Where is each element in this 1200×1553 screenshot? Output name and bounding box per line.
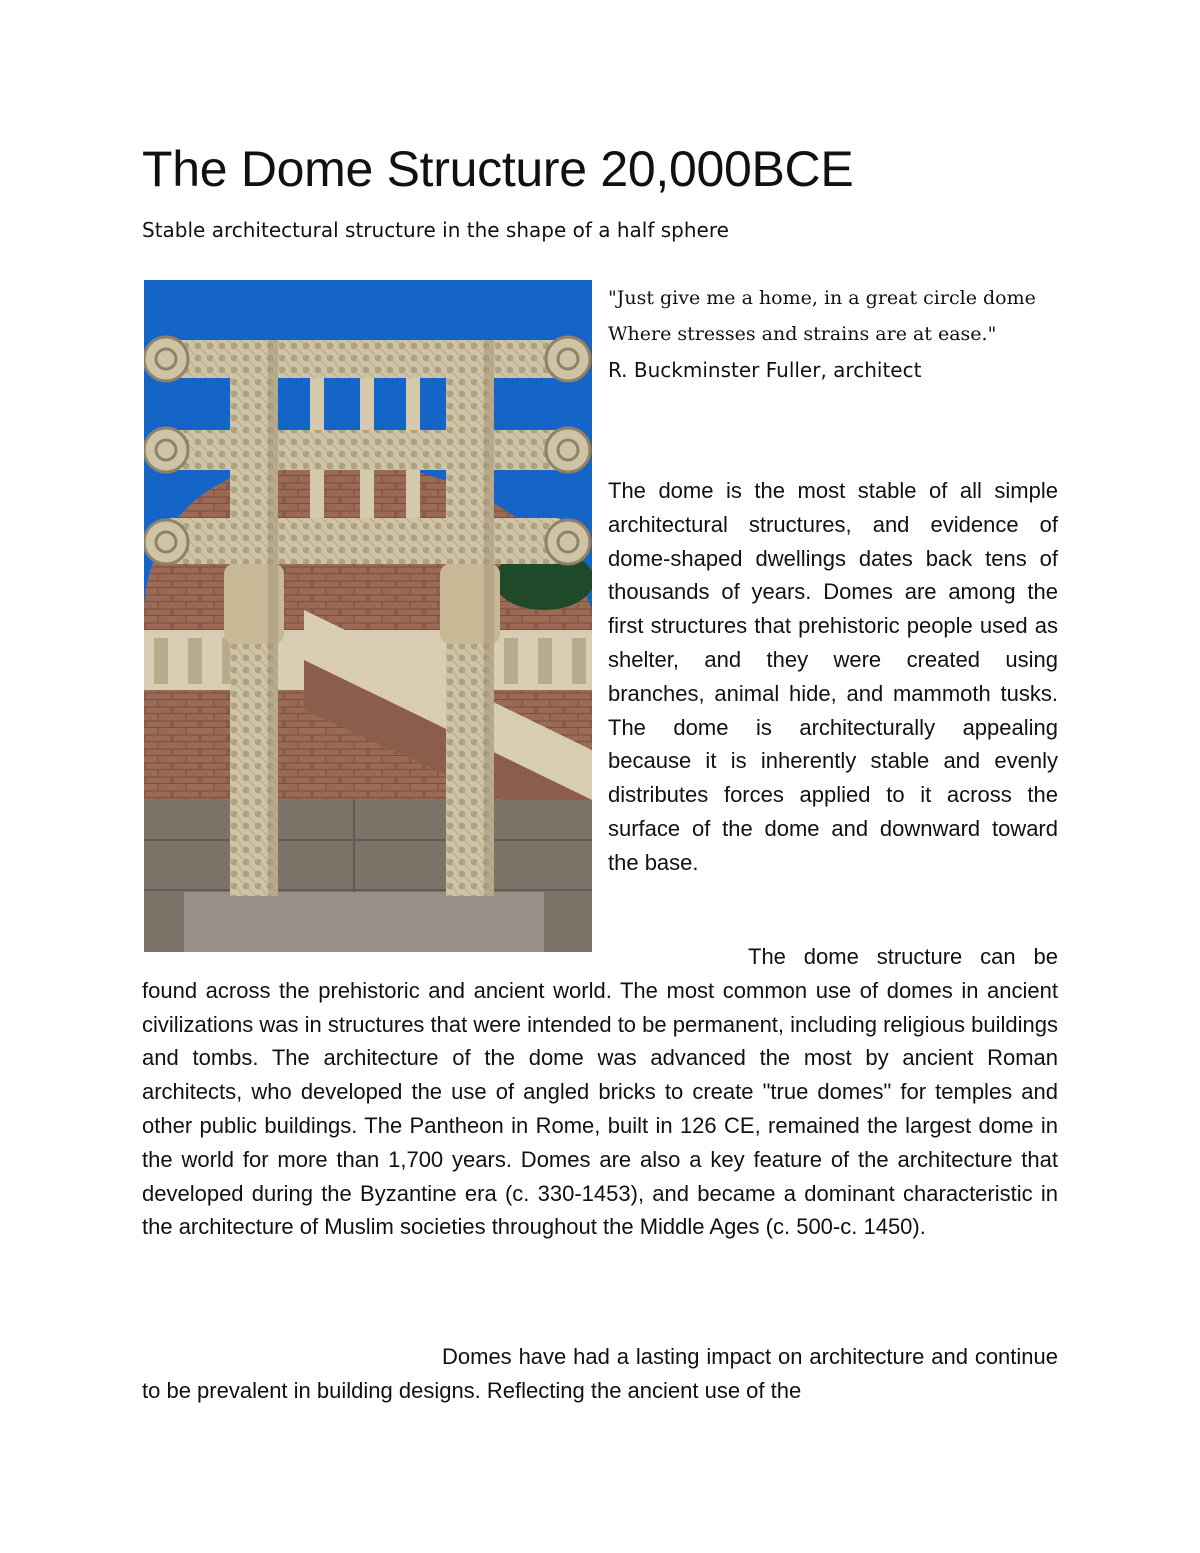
paragraph-3-text: Domes have had a lasting impact on architecture and continue to be prevalent in building designs. Reflecting the ancient use of the — [142, 1344, 1058, 1403]
gateway-photo — [144, 280, 592, 952]
paragraph-2-text: The dome structure can be found across the prehistoric and ancient world. The most common use of domes in ancient civilizations was in structures that were intended to be permanent, including religious buildings and tombs. The architecture of the dome was advanced the most by ancient Roman architects, who developed the use of angled bricks to create "true domes" for temples and other public buildings. The Pantheon in Rome, built in 126 CE, remained the largest dome in the world for more than 1,700 years. Domes are also a key feature of the architecture that developed during the Byzantine era (c. 330-1453), and became a dominant characteristic in the architecture of Muslim societies throughout the Middle Ages (c. 500-c. 1450). — [142, 944, 1058, 1240]
paragraph-3 — [142, 1340, 1058, 1408]
paragraph-1: The dome is the most stable of all simple architectural structures, and evidence of dome-shaped dwellings dates back tens of thousands of years. Domes are among the first structures that prehistoric people used as shelter, and they were created using branches, animal hide, and mammoth tusks. The dome is architecturally appealing because it is inherently stable and evenly distributes forces applied to it across the surface of the dome and downward toward the base. — [608, 478, 1058, 875]
paragraph-2 — [142, 940, 1058, 1244]
page-title: The Dome Structure 20,000BCE — [142, 141, 854, 197]
quote-attribution: R. Buckminster Fuller, architect — [608, 358, 922, 382]
page-subtitle: Stable architectural structure in the shape of a half sphere — [142, 218, 729, 242]
quote-block — [608, 284, 1068, 356]
quote-line-1: "Just give me a home, in a great circle dome — [608, 287, 1036, 309]
quote-line-2: Where stresses and strains are at ease." — [608, 323, 997, 345]
